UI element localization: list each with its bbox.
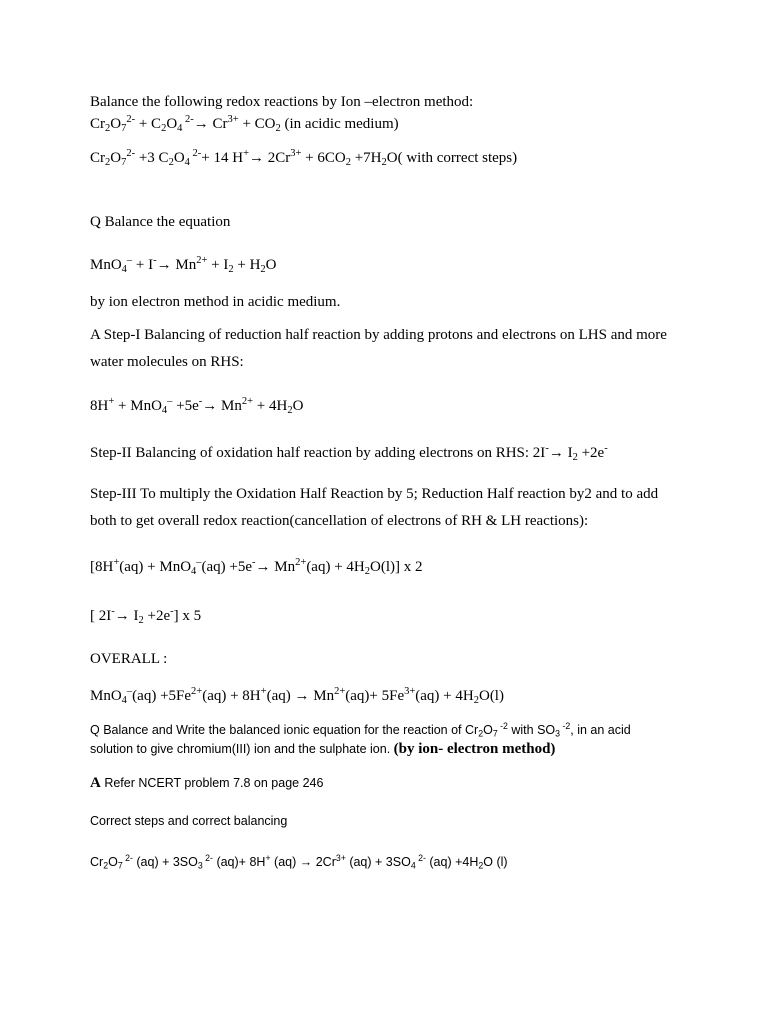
equation-line <box>90 686 504 706</box>
text-run: + CO <box>238 115 276 132</box>
text-run: 2+ <box>295 557 307 568</box>
equation-line <box>90 606 201 626</box>
text-run: → Cr <box>193 115 228 132</box>
text-run: 7 <box>117 860 123 871</box>
text-run: 2 <box>138 614 144 626</box>
text-run: Step-II Balancing of oxidation half reaction by adding electrons on RHS: 2I <box>90 444 546 461</box>
text-run: (aq) +5e <box>201 558 253 575</box>
text-run: 2 <box>103 860 109 871</box>
text-run: - <box>198 396 203 407</box>
text-run: by ion electron method in acidic medium. <box>90 294 341 310</box>
text-run: + 4H <box>253 397 288 414</box>
text-run: 2 <box>381 156 387 168</box>
text-run: 2- <box>202 853 213 863</box>
text-run: [8H <box>90 558 114 575</box>
text-run: O <box>292 397 304 414</box>
text-run: + MnO <box>114 397 162 414</box>
text-run: -2 <box>560 721 571 731</box>
text-run: 2 <box>161 122 167 134</box>
text-line <box>90 294 340 311</box>
text-run: Q Balance and Write the balanced ionic equation for the reaction of Cr <box>90 722 479 737</box>
text-run: 8H <box>90 397 109 414</box>
text-run: Correct steps and correct balancing <box>90 814 288 828</box>
step-line <box>90 486 658 503</box>
text-run: + <box>113 557 120 568</box>
text-run: +3 C <box>135 149 169 166</box>
answer-line <box>90 327 667 344</box>
text-run: solution to give chromium(III) ion and the sulphate ion. <box>90 742 394 756</box>
text-run: 4 <box>410 860 416 871</box>
text-run: - <box>545 443 549 454</box>
text-run: 4 <box>161 404 168 416</box>
text-run: + H <box>233 256 261 273</box>
text-run: 2 <box>287 404 293 416</box>
text-run: 4 <box>184 156 190 168</box>
text-run: Q Balance the equation <box>90 214 231 230</box>
text-run: 2+ <box>334 686 346 697</box>
question-line <box>90 721 631 738</box>
text-run: 2- <box>122 853 133 863</box>
text-run: 3 <box>555 728 561 739</box>
text-run: Step-III To multiply the Oxidation Half Reaction by 5; Reduction Half reaction by2 and to add <box>90 486 659 502</box>
text-run: (aq) + 3SO <box>132 854 198 869</box>
text-run: 2- <box>126 148 136 159</box>
text-run: (aq) +5Fe <box>132 687 192 704</box>
text-run: MnO <box>90 687 122 704</box>
text-run: OVERALL : <box>90 651 168 667</box>
text-run: → Mn <box>255 558 296 575</box>
equation-line <box>90 255 277 275</box>
text-run: 2+ <box>196 255 208 266</box>
text-run: 2 <box>105 122 111 134</box>
text-run: + I <box>207 256 229 273</box>
text-run: – <box>126 255 133 266</box>
text-run: ] x 5 <box>173 607 202 624</box>
text-run: (aq)+ 5Fe <box>345 687 405 704</box>
text-run: O <box>166 115 178 132</box>
text-run: +2e <box>143 607 171 624</box>
text-run: – <box>167 396 173 407</box>
text-run: Cr <box>90 149 105 166</box>
text-run: 2- <box>126 114 136 125</box>
text-run: + 6CO <box>301 149 346 166</box>
equation-line <box>90 114 399 134</box>
text-run: both to get overall redox reaction(cancellation of electrons of RH & LH reactions): <box>90 513 589 529</box>
text-run: Refer NCERT problem 7.8 on page 246 <box>100 776 324 790</box>
text-run: 2+ <box>191 686 203 697</box>
text-run: + <box>108 396 115 407</box>
text-run: + I <box>132 256 154 273</box>
text-run: O( with correct steps) <box>386 149 518 166</box>
text-line <box>90 814 287 828</box>
text-run: 2 <box>364 565 371 577</box>
text-run: 2 <box>228 263 234 275</box>
text-run: 7 <box>121 122 127 134</box>
text-run: - <box>170 606 174 617</box>
text-run: water molecules on RHS: <box>90 354 244 370</box>
text-run: 3+ <box>335 853 346 863</box>
text-run: (aq) + 4H <box>306 558 365 575</box>
text-run: + <box>260 686 267 697</box>
text-run: 2- <box>182 114 194 125</box>
text-run: MnO <box>90 256 122 273</box>
equation-line <box>90 148 517 168</box>
text-run: O (l) <box>483 854 508 869</box>
text-run: + <box>243 148 249 159</box>
text-run: (aq)+ 8H <box>212 854 266 869</box>
text-run: → I <box>548 444 573 461</box>
step-line <box>90 443 608 463</box>
text-run: 2+ <box>241 396 254 407</box>
text-run: O <box>110 149 122 166</box>
text-run: → Mn <box>156 256 197 273</box>
text-run: (aq) → 2Cr <box>270 854 336 869</box>
text-run: - <box>252 557 256 568</box>
text-run: 2 <box>572 451 578 463</box>
text-run: 3 <box>197 860 203 871</box>
text-run: +5e <box>172 397 199 414</box>
text-run: 3+ <box>290 148 302 159</box>
text-run: with SO <box>507 722 556 737</box>
text-run: +2e <box>577 444 605 461</box>
text-run: +7H <box>350 149 382 166</box>
text-run: → Mn <box>202 397 242 414</box>
text-run: (by ion- electron method) <box>393 741 556 757</box>
text-run: Cr <box>90 854 104 869</box>
text-run: 2 <box>473 694 479 706</box>
text-run: → 2Cr <box>249 149 291 166</box>
text-run: Balance the following redox reactions by Ion –electron method: <box>90 94 474 110</box>
text-run: (aq) + 8H <box>202 687 261 704</box>
text-run: O <box>265 256 277 273</box>
text-line <box>90 513 588 530</box>
text-run: O <box>110 115 122 132</box>
text-line <box>90 354 244 371</box>
text-run: 2 <box>478 728 484 739</box>
text-run: 4 <box>177 122 183 134</box>
equation-line <box>90 557 423 577</box>
text-run: 7 <box>121 156 127 168</box>
text-run: O <box>483 722 493 737</box>
text-run: O <box>108 854 118 869</box>
text-run: 2- <box>415 853 426 863</box>
question-line <box>90 214 230 231</box>
text-run: + C <box>135 115 162 132</box>
text-run: – <box>196 557 202 568</box>
text-run: O(l)] x 2 <box>370 558 423 575</box>
text-run: [ 2I <box>90 607 112 624</box>
instruction-heading <box>90 94 473 111</box>
text-run: (aq) + MnO <box>119 558 192 575</box>
text-run: O(l) <box>478 687 504 704</box>
text-run: Cr <box>90 115 105 132</box>
text-run: 4 <box>191 565 197 577</box>
overall-heading <box>90 651 167 668</box>
text-run: - <box>153 255 157 266</box>
text-run: 2 <box>478 860 484 871</box>
text-run: 2 <box>260 263 266 275</box>
text-run: + <box>265 853 271 863</box>
text-run: (aq) → Mn <box>266 687 335 704</box>
text-run: (in acidic medium) <box>280 115 399 132</box>
text-run: 4 <box>121 694 127 706</box>
text-run: , in an acid <box>570 722 631 737</box>
text-run: A <box>90 775 101 791</box>
text-run: (aq) + 3SO <box>345 854 411 869</box>
text-run: 2 <box>105 156 111 168</box>
text-run: 2 <box>275 122 281 134</box>
equation-line <box>90 853 508 870</box>
text-run: A Step-I Balancing of reduction half reaction by adding protons and electrons on LHS and more <box>90 327 667 343</box>
text-run: 2 <box>345 156 351 168</box>
text-run: 3+ <box>404 686 416 697</box>
text-run: → I <box>114 607 139 624</box>
text-run: (aq) + 4H <box>415 687 474 704</box>
text-run: - <box>604 443 608 454</box>
text-run: - <box>111 606 115 617</box>
text-run: (aq) +4H <box>425 854 479 869</box>
text-run: 7 <box>492 728 498 739</box>
text-run: 2- <box>189 148 202 159</box>
text-run: O <box>173 149 185 166</box>
equation-line <box>90 396 303 416</box>
answer-line <box>90 775 323 792</box>
text-run: -2 <box>497 721 508 731</box>
text-run: 4 <box>121 263 127 275</box>
text-run: + 14 H <box>201 149 244 166</box>
text-run: 3+ <box>227 114 239 125</box>
text-run: – <box>126 686 133 697</box>
text-line <box>90 741 555 758</box>
text-run: 2 <box>168 156 174 168</box>
